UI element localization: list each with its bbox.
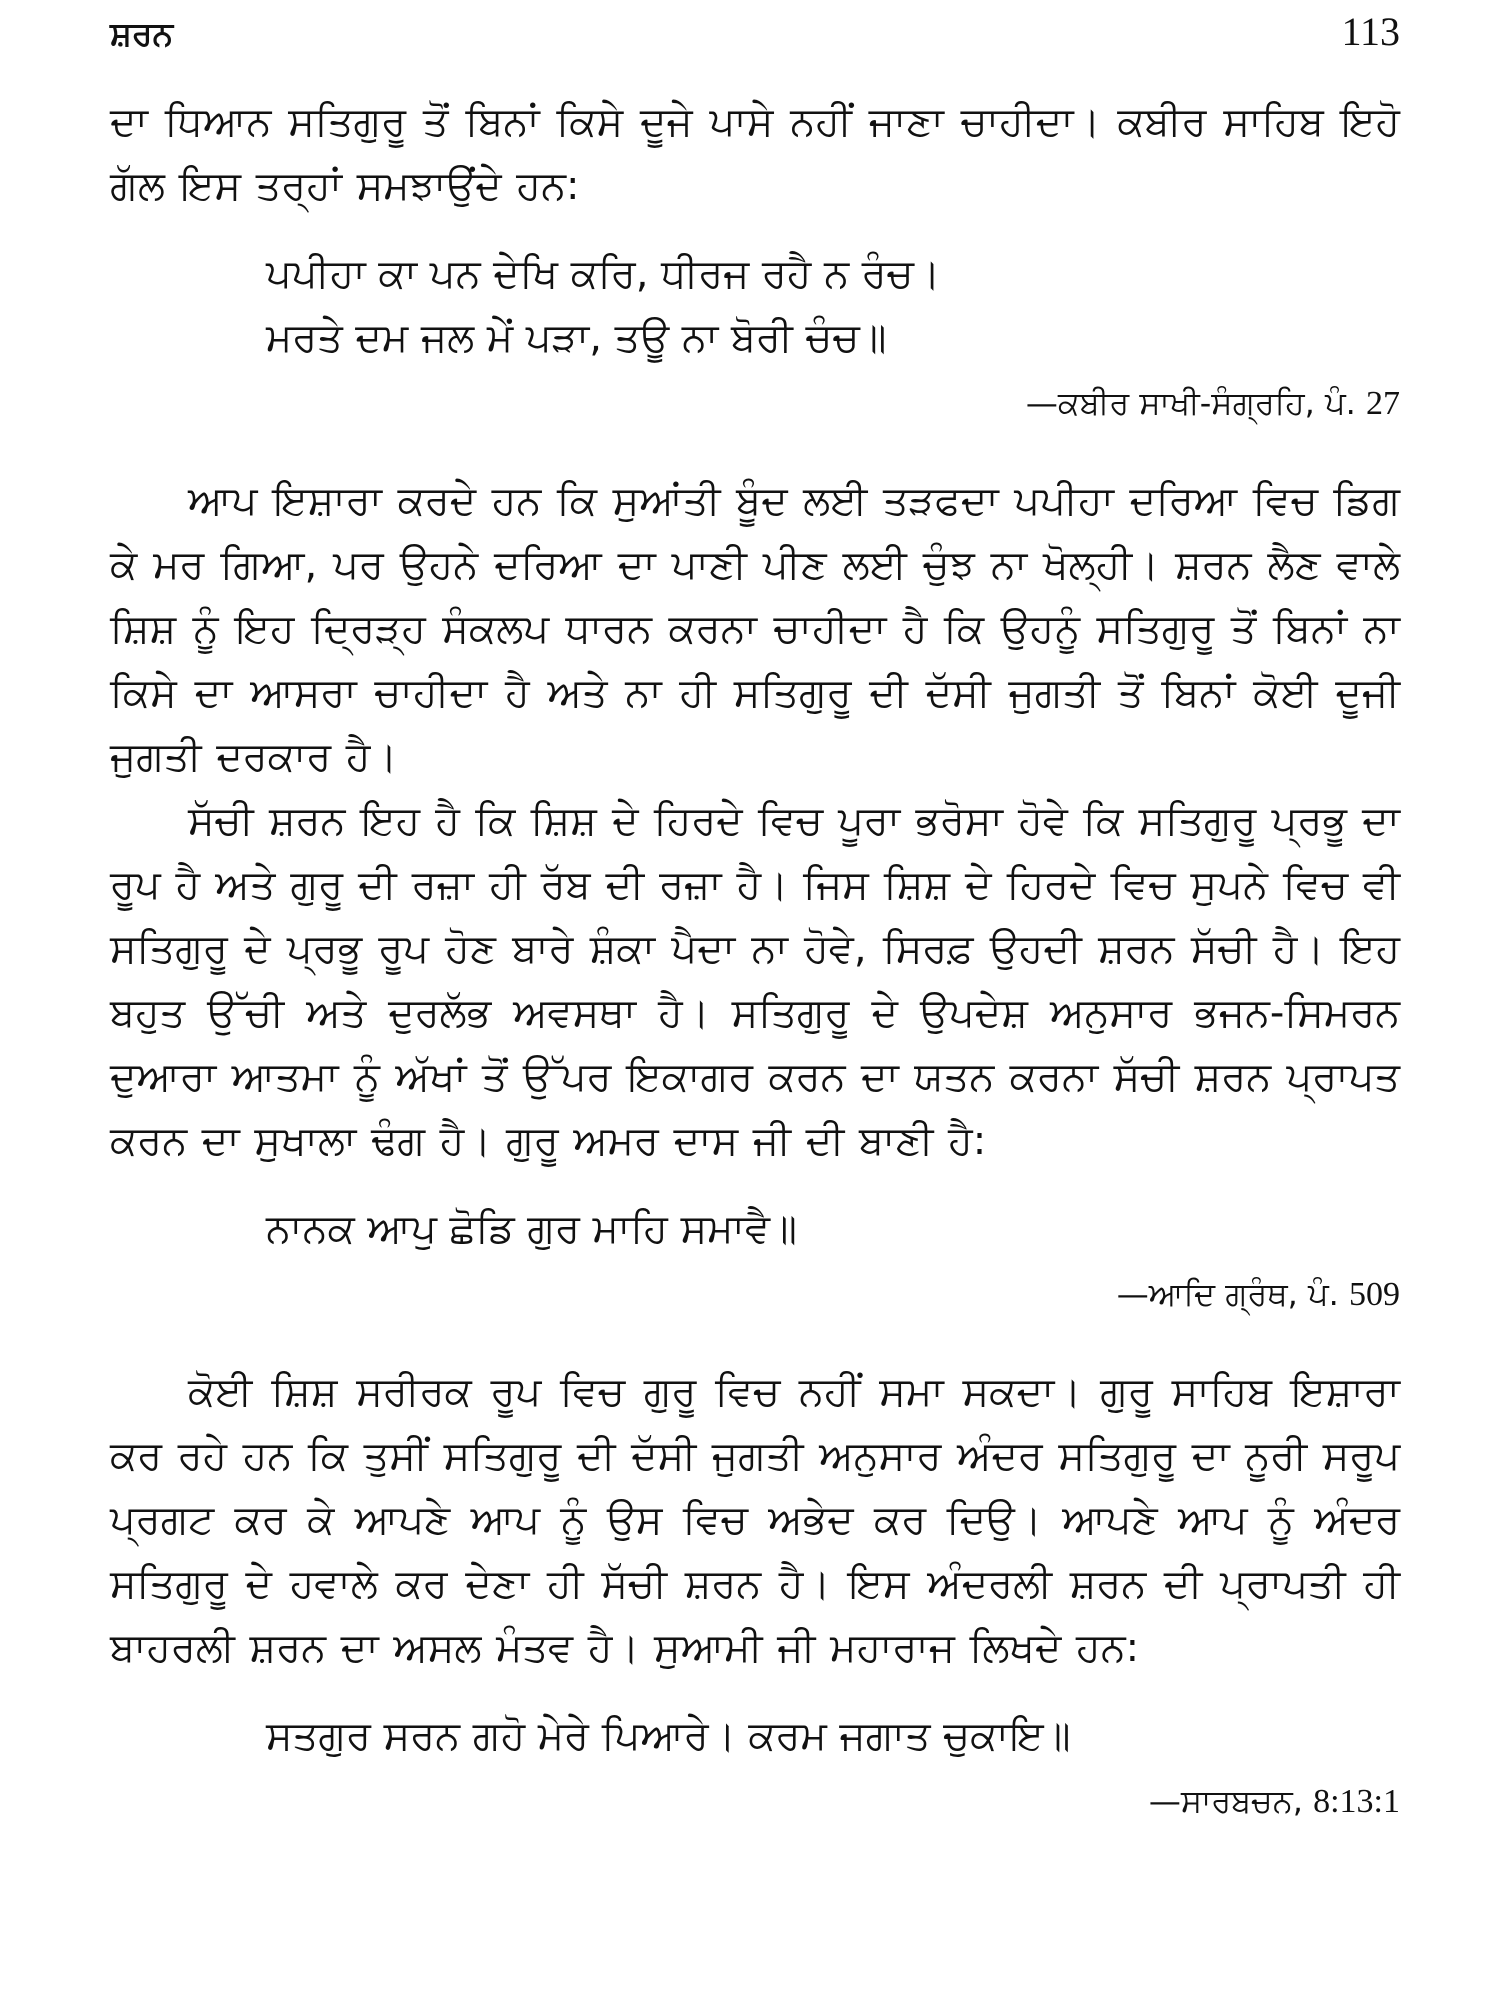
verse-line: ਸਤਗੁਰ ਸਰਨ ਗਹੋ ਮੇਰੇ ਪਿਆਰੇ। ਕਰਮ ਜਗਾਤ ਚੁਕਾਇ॥ [266, 1713, 1071, 1759]
verse-block-adi-granth [110, 1197, 1400, 1320]
citation [110, 1269, 1400, 1320]
verse-block-sarbachan [110, 1704, 1400, 1827]
paragraph-4: ਕੋਈ ਸ਼ਿਸ਼ ਸਰੀਰਕ ਰੂਪ ਵਿਚ ਗੁਰੂ ਵਿਚ ਨਹੀਂ ਸਮਾ ਸਕਦਾ। ਗੁਰੂ ਸਾਹਿਬ ਇਸ਼ਾਰਾ ਕਰ ਰਹੇ ਹਨ ਕਿ ਤੁਸੀਂ ਸਤਿਗੁਰੂ ਦੀ ਦੱਸੀ ਜੁਗਤੀ ਅਨੁਸਾਰ ਅੰਦਰ ਸਤਿਗੁਰੂ ਦਾ ਨੂਰੀ ਸਰੂਪ ਪ੍ਰਗਟ ਕਰ ਕੇ ਆਪਣੇ ਆਪ ਨੂੰ ਉਸ ਵਿਚ ਅਭੇਦ ਕਰ ਦਿਉ। ਆਪਣੇ ਆਪ ਨੂੰ ਅੰਦਰ ਸਤਿਗੁਰੂ ਦੇ ਹਵਾਲੇ ਕਰ ਦੇਣਾ ਹੀ ਸੱਚੀ ਸ਼ਰਨ ਹੈ। ਇਸ ਅੰਦਰਲੀ ਸ਼ਰਨ ਦੀ ਪ੍ਰਾਪਤੀ ਹੀ ਬਾਹਰਲੀ ਸ਼ਰਨ ਦਾ ਅਸਲ ਮੰਤਵ ਹੈ। ਸੁਆਮੀ ਜੀ ਮਹਾਰਾਜ ਲਿਖਦੇ ਹਨ: [110, 1369, 1400, 1671]
body-text [110, 90, 1400, 1867]
citation [110, 1776, 1400, 1827]
running-head: ਸ਼ਰਨ [110, 14, 174, 53]
citation-page: 509 [1349, 1276, 1400, 1313]
citation-source: —ਸਾਰਬਚਨ, [1148, 1782, 1303, 1820]
citation [110, 378, 1400, 429]
paragraph-2: ਆਪ ਇਸ਼ਾਰਾ ਕਰਦੇ ਹਨ ਕਿ ਸੁਆਂਤੀ ਬੂੰਦ ਲਈ ਤੜਫਦਾ ਪਪੀਹਾ ਦਰਿਆ ਵਿਚ ਡਿਗ ਕੇ ਮਰ ਗਿਆ, ਪਰ ਉਹਨੇ ਦਰਿਆ ਦਾ ਪਾਣੀ ਪੀਣ ਲਈ ਚੁੰਝ ਨਾ ਖੋਲ੍ਹੀ। ਸ਼ਰਨ ਲੈਣ ਵਾਲੇ ਸ਼ਿਸ਼ ਨੂੰ ਇਹ ਦ੍ਰਿੜ੍ਹ ਸੰਕਲਪ ਧਾਰਨ ਕਰਨਾ ਚਾਹੀਦਾ ਹੈ ਕਿ ਉਹਨੂੰ ਸਤਿਗੁਰੂ ਤੋਂ ਬਿਨਾਂ ਨਾ ਕਿਸੇ ਦਾ ਆਸਰਾ ਚਾਹੀਦਾ ਹੈ ਅਤੇ ਨਾ ਹੀ ਸਤਿਗੁਰੂ ਦੀ ਦੱਸੀ ਜੁਗਤੀ ਤੋਂ ਬਿਨਾਂ ਕੋਈ ਦੂਜੀ ਜੁਗਤੀ ਦਰਕਾਰ ਹੈ। [110, 478, 1400, 780]
book-page [110, 0, 1400, 2000]
citation-source: —ਕਬੀਰ ਸਾਖੀ-ਸੰਗ੍ਰਹਿ, ਪੰ. [1025, 384, 1356, 422]
page-number: 113 [1341, 9, 1400, 54]
citation-source: —ਆਦਿ ਗ੍ਰੰਥ, ਪੰ. [1116, 1275, 1339, 1313]
verse-block-kabir [110, 242, 1400, 429]
verse-line: ਮਰਤੇ ਦਮ ਜਲ ਮੇਂ ਪੜਾ, ਤਊ ਨਾ ਬੋਰੀ ਚੰਚ॥ [266, 315, 887, 361]
paragraph-1: ਦਾ ਧਿਆਨ ਸਤਿਗੁਰੂ ਤੋਂ ਬਿਨਾਂ ਕਿਸੇ ਦੂਜੇ ਪਾਸੇ ਨਹੀਂ ਜਾਣਾ ਚਾਹੀਦਾ। ਕਬੀਰ ਸਾਹਿਬ ਇਹੋ ਗੱਲ ਇਸ ਤਰ੍ਹਾਂ ਸਮਝਾਉਂਦੇ ਹਨ: [110, 99, 1400, 209]
citation-page: 27 [1366, 385, 1400, 422]
verse-line: ਨਾਨਕ ਆਪੁ ਛੋਡਿ ਗੁਰ ਮਾਹਿ ਸਮਾਵੈ॥ [266, 1206, 797, 1252]
citation-page: 8:13:1 [1313, 1783, 1400, 1820]
paragraph-3: ਸੱਚੀ ਸ਼ਰਨ ਇਹ ਹੈ ਕਿ ਸ਼ਿਸ਼ ਦੇ ਹਿਰਦੇ ਵਿਚ ਪੂਰਾ ਭਰੋਸਾ ਹੋਵੇ ਕਿ ਸਤਿਗੁਰੂ ਪ੍ਰਭੂ ਦਾ ਰੂਪ ਹੈ ਅਤੇ ਗੁਰੂ ਦੀ ਰਜ਼ਾ ਹੀ ਰੱਬ ਦੀ ਰਜ਼ਾ ਹੈ। ਜਿਸ ਸ਼ਿਸ਼ ਦੇ ਹਿਰਦੇ ਵਿਚ ਸੁਪਨੇ ਵਿਚ ਵੀ ਸਤਿਗੁਰੂ ਦੇ ਪ੍ਰਭੂ ਰੂਪ ਹੋਣ ਬਾਰੇ ਸ਼ੰਕਾ ਪੈਦਾ ਨਾ ਹੋਵੇ, ਸਿਰਫ਼ ਉਹਦੀ ਸ਼ਰਨ ਸੱਚੀ ਹੈ। ਇਹ ਬਹੁਤ ਉੱਚੀ ਅਤੇ ਦੁਰਲੱਭ ਅਵਸਥਾ ਹੈ। ਸਤਿਗੁਰੂ ਦੇ ਉਪਦੇਸ਼ ਅਨੁਸਾਰ ਭਜਨ-ਸਿਮਰਨ ਦੁਆਰਾ ਆਤਮਾ ਨੂੰ ਅੱਖਾਂ ਤੋਂ ਉੱਪਰ ਇਕਾਗਰ ਕਰਨ ਦਾ ਯਤਨ ਕਰਨਾ ਸੱਚੀ ਸ਼ਰਨ ਪ੍ਰਾਪਤ ਕਰਨ ਦਾ ਸੁਖਾਲਾ ਢੰਗ ਹੈ। ਗੁਰੂ ਅਮਰ ਦਾਸ ਜੀ ਦੀ ਬਾਣੀ ਹੈ: [110, 798, 1400, 1164]
page-header [110, 8, 1400, 58]
verse-line: ਪਪੀਹਾ ਕਾ ਪਨ ਦੇਖਿ ਕਰਿ, ਧੀਰਜ ਰਹੈ ਨ ਰੰਚ। [266, 251, 941, 297]
